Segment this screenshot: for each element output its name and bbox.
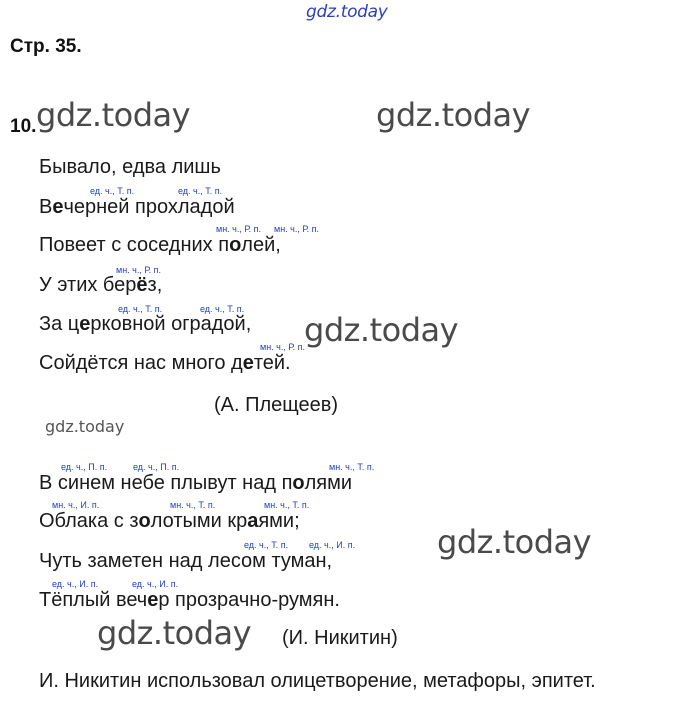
watermark-5: gdz.today (437, 523, 592, 561)
poem1-annotation-8: мн. ч., Р. п. (260, 342, 306, 352)
poem2-annotation-1: ед. ч., П. п. (61, 462, 108, 472)
poem2-annotation-6: мн. ч., Т. п. (264, 500, 310, 510)
poem2-annotation-9: ед. ч., И. п. (52, 579, 99, 589)
poem1-line-2: Вечерней прохладой (39, 196, 235, 218)
watermark-1: gdz.today (36, 96, 191, 134)
watermark-3: gdz.today (304, 311, 459, 349)
poem2-line-3: Чуть заметен над лесом туман, (39, 550, 333, 572)
poem1-line-4: У этих берёз, (39, 274, 163, 296)
poem1-line-1: Бывало, едва лишь (39, 156, 221, 178)
poem1-annotation-6: ед. ч., Т. п. (118, 304, 163, 314)
watermark-4: gdz.today (45, 417, 125, 436)
watermark-6: gdz.today (97, 614, 252, 652)
poem1-annotation-3: мн. ч., Р. п. (216, 224, 262, 234)
poem2-annotation-4: мн. ч., И. п. (52, 500, 100, 510)
poem2-annotation-5: мн. ч., Т. п. (170, 500, 216, 510)
poem1-annotation-1: ед. ч., Т. п. (90, 186, 135, 196)
poem1-author: (А. Плещеев) (214, 394, 339, 416)
poem2-annotation-8: ед. ч., И. п. (309, 540, 356, 550)
poem2-annotation-7: ед. ч., Т. п. (244, 540, 289, 550)
poem1-annotation-7: ед. ч., Т. п. (200, 304, 245, 314)
poem2-line-2: Облака с золотыми краями; (39, 510, 300, 532)
poem2-line-4: Тёплый вечер прозрачно-румян. (39, 589, 340, 611)
poem2-author: (И. Никитин) (282, 627, 398, 649)
watermark-2: gdz.today (376, 96, 531, 134)
poem1-line-3: Повеет с соседних полей, (39, 234, 281, 256)
poem2-annotation-3: мн. ч., Т. п. (329, 462, 375, 472)
poem1-line-6: Сойдётся нас много детей. (39, 352, 291, 374)
task-number: 10. (10, 116, 37, 137)
poem1-annotation-4: мн. ч., Р. п. (274, 224, 320, 234)
poem2-annotation-2: ед. ч., П. п. (133, 462, 180, 472)
poem2-line-1: В синем небе плывут над полями (39, 472, 353, 494)
poem1-line-5: За церковной оградой, (39, 313, 252, 335)
poem1-annotation-5: мн. ч., Р. п. (116, 265, 162, 275)
page-heading: Стр. 35. (10, 36, 82, 57)
watermark-top: gdz.today (306, 2, 388, 22)
poem1-annotation-2: ед. ч., Т. п. (178, 186, 223, 196)
poem2-annotation-10: ед. ч., И. п. (132, 579, 179, 589)
conclusion-text: И. Никитин использовал олицетворение, метафоры, эпитет. (39, 670, 596, 692)
